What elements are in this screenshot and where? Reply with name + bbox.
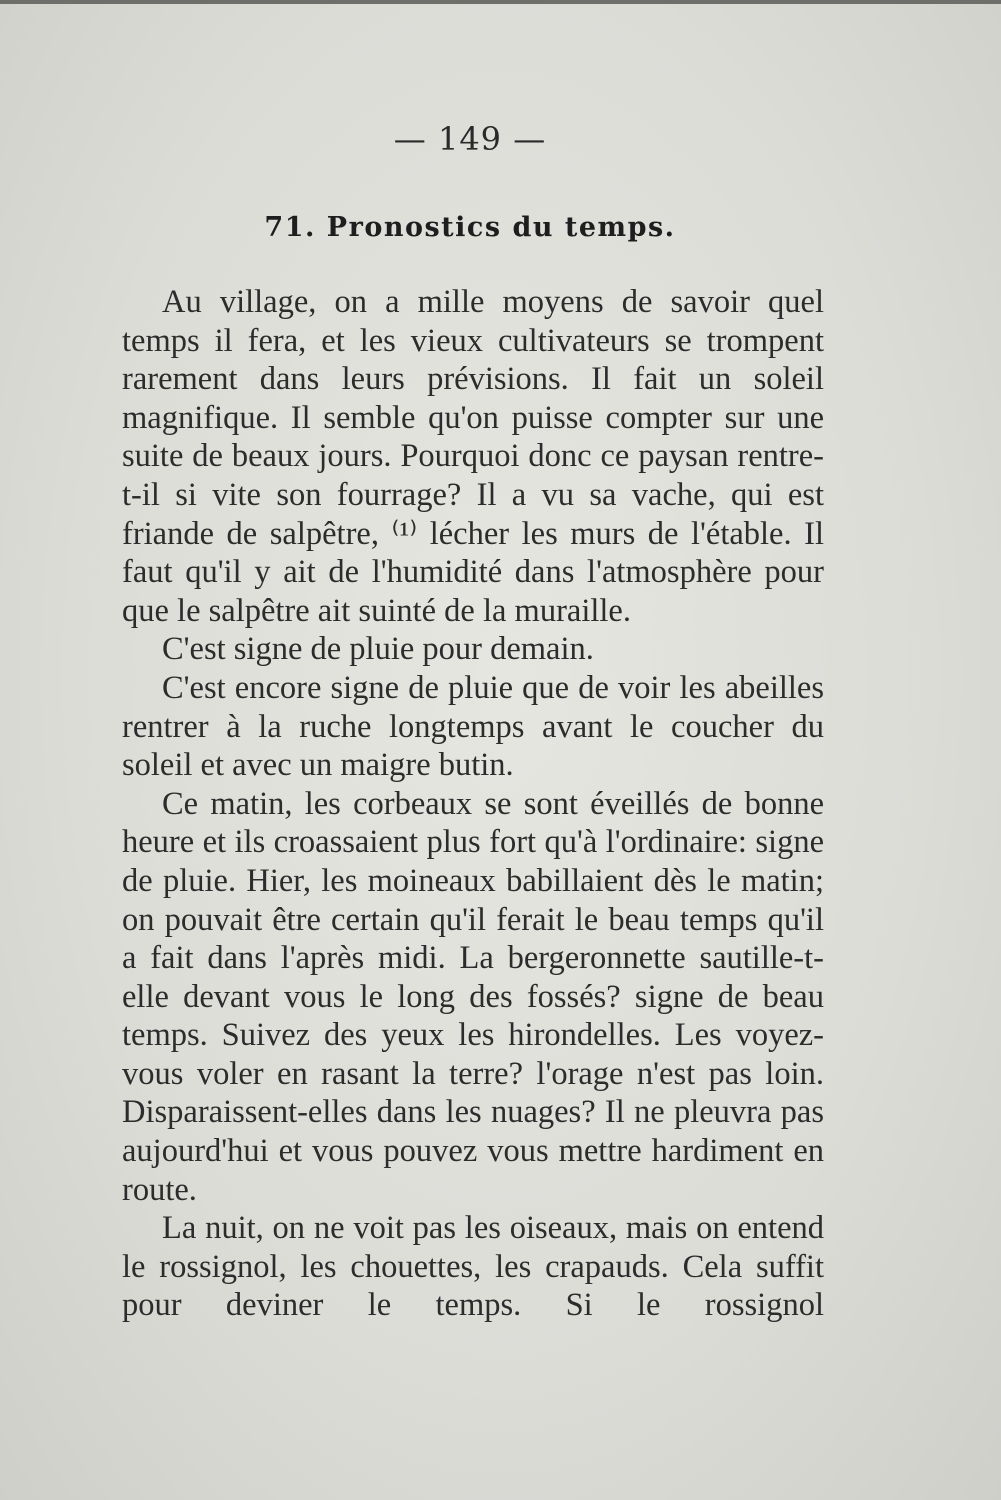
paragraph-4: Ce matin, les corbeaux se sont éveillés de bonne heure et ils croassaient plus fort qu'à l'ordinaire: signe de pluie. Hier, les moineaux babillaient dès le matin; on pouvait être certain qu'il ferait le beau temps qu'il a fait dans l'après midi. La bergeronnette sautille-t-elle devant vous le long des fossés? signe de beau temps. Suivez des yeux les hirondelles. Les voyez-vous voler en rasant la terre? l'orage n'est pas loin. Disparaissent-elles dans les nuages? Il ne pleuvra pas aujourd'hui et vous pouvez vous mettre hardiment en route. bbox=[122, 785, 824, 1208]
paragraph-2: C'est signe de pluie pour demain. bbox=[162, 631, 594, 668]
paragraph-3: C'est encore signe de pluie que de voir les abeilles rentrer à la ruche longtemps avant le coucher du soleil et avec un maigre butin. bbox=[122, 669, 824, 784]
body-text bbox=[122, 283, 824, 1325]
page-number: — 149 — bbox=[393, 120, 547, 158]
section-heading: 71. Pronostics du temps. bbox=[264, 212, 676, 243]
page-top-edge bbox=[0, 0, 1001, 4]
paragraph-1: Au village, on a mille moyens de savoir quel temps il fera, et les vieux cultivateurs se trompent rarement dans leurs prévisions. Il fait un soleil magnifique. Il semble qu'on puisse compter sur une suite de beaux jours. Pourquoi donc ce paysan rentre-t-il si vite son fourrage? Il a vu sa vache, qui est friande de salpêtre, ⁽¹⁾ lécher les murs de l'étable. Il faut qu'il y ait de l'humidité dans l'atmosphère pour que le salpêtre ait suinté de la muraille. bbox=[122, 284, 824, 629]
paragraph-5: La nuit, on ne voit pas les oiseaux, mais on entend le rossignol, les chouettes, les crapauds. Cela suffit pour deviner le temps. Si le rossignol bbox=[122, 1210, 824, 1324]
